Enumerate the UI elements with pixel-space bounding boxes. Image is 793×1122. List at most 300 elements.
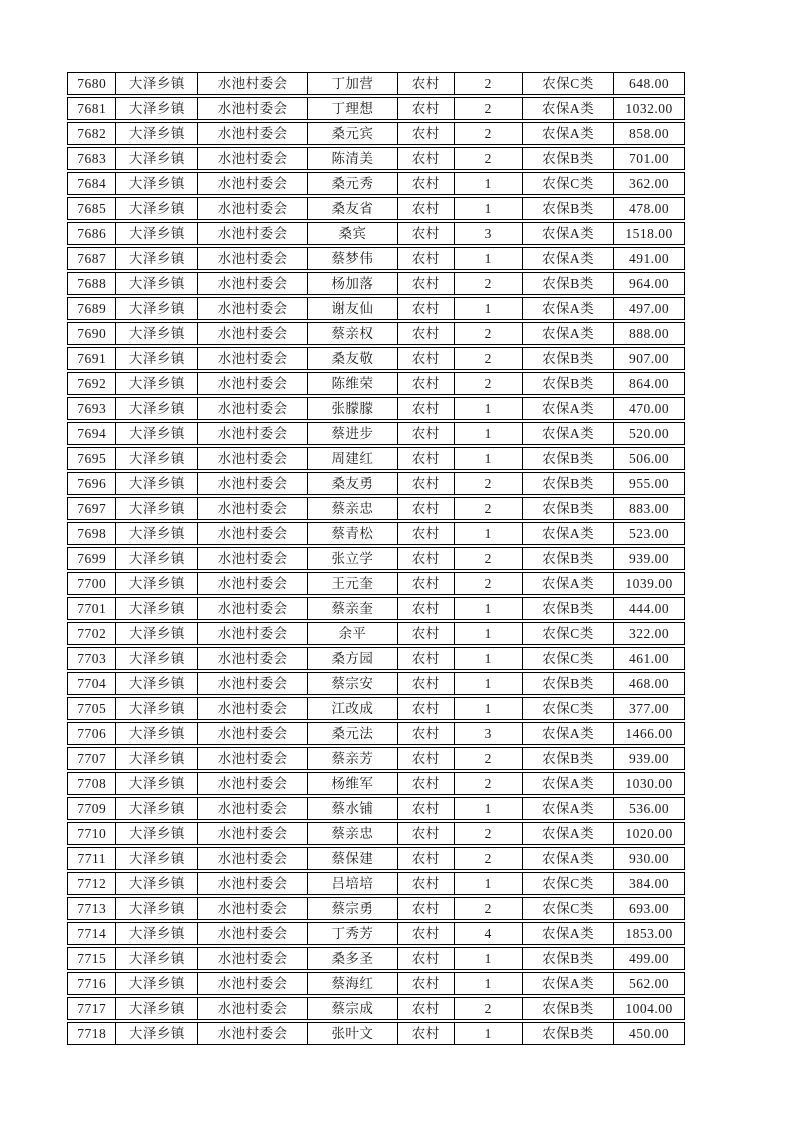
cell-residence_type: 农村 [397, 848, 454, 869]
cell-name: 蔡亲奎 [307, 598, 397, 619]
table-row [67, 872, 685, 895]
table-row [67, 197, 685, 220]
table-row [67, 497, 685, 520]
cell-person_count: 2 [454, 473, 522, 494]
table-row [67, 97, 685, 120]
cell-insurance_category: 农保B类 [522, 373, 613, 394]
cell-person_count: 2 [454, 823, 522, 844]
table-row [67, 922, 685, 945]
cell-village_committee: 水池村委会 [197, 398, 307, 419]
cell-name: 蔡进步 [307, 423, 397, 444]
cell-insurance_category: 农保B类 [522, 148, 613, 169]
table-row [67, 672, 685, 695]
cell-insurance_category: 农保B类 [522, 548, 613, 569]
cell-amount: 888.00 [613, 323, 684, 344]
cell-insurance_category: 农保A类 [522, 848, 613, 869]
cell-name: 蔡宗勇 [307, 898, 397, 919]
cell-insurance_category: 农保B类 [522, 598, 613, 619]
cell-serial_no: 7680 [77, 76, 107, 91]
cell-village_committee: 水池村委会 [197, 973, 307, 994]
cell-insurance_category: 农保A类 [522, 573, 613, 594]
cell-person_count: 3 [454, 223, 522, 244]
cell-residence_type: 农村 [397, 823, 454, 844]
cell-person_count: 2 [454, 898, 522, 919]
cell-name: 陈维荣 [307, 373, 397, 394]
cell-residence_type: 农村 [397, 798, 454, 819]
cell-amount: 461.00 [613, 648, 684, 669]
table-row [67, 847, 685, 870]
cell-village_committee: 水池村委会 [197, 423, 307, 444]
cell-town: 大泽乡镇 [115, 598, 197, 619]
cell-village_committee: 水池村委会 [197, 773, 307, 794]
cell-name: 桑宾 [307, 223, 397, 244]
cell-village_committee: 水池村委会 [197, 248, 307, 269]
cell-person_count: 2 [454, 123, 522, 144]
table-row [67, 697, 685, 720]
cell-residence_type: 农村 [397, 323, 454, 344]
cell-serial_no: 7687 [77, 251, 107, 266]
cell-person_count: 3 [454, 723, 522, 744]
cell-name: 周建红 [307, 448, 397, 469]
cell-town: 大泽乡镇 [115, 823, 197, 844]
cell-village_committee: 水池村委会 [197, 873, 307, 894]
cell-name: 吕培培 [307, 873, 397, 894]
cell-insurance_category: 农保C类 [522, 73, 613, 94]
cell-name: 蔡亲芳 [307, 748, 397, 769]
cell-village_committee: 水池村委会 [197, 473, 307, 494]
cell-person_count: 1 [454, 423, 522, 444]
cell-insurance_category: 农保A类 [522, 223, 613, 244]
cell-residence_type: 农村 [397, 898, 454, 919]
cell-town: 大泽乡镇 [115, 723, 197, 744]
cell-town: 大泽乡镇 [115, 73, 197, 94]
cell-name: 桑友勇 [307, 473, 397, 494]
cell-name: 蔡宗安 [307, 673, 397, 694]
cell-person_count: 2 [454, 498, 522, 519]
cell-town: 大泽乡镇 [115, 348, 197, 369]
cell-town: 大泽乡镇 [115, 523, 197, 544]
cell-town: 大泽乡镇 [115, 273, 197, 294]
cell-serial_no: 7703 [77, 651, 107, 666]
cell-village_committee: 水池村委会 [197, 223, 307, 244]
cell-serial_no: 7708 [77, 776, 107, 791]
cell-town: 大泽乡镇 [115, 623, 197, 644]
cell-town: 大泽乡镇 [115, 923, 197, 944]
cell-town: 大泽乡镇 [115, 648, 197, 669]
table-row [67, 222, 685, 245]
cell-serial_no: 7695 [77, 451, 107, 466]
cell-town: 大泽乡镇 [115, 873, 197, 894]
table-row [67, 397, 685, 420]
cell-town: 大泽乡镇 [115, 798, 197, 819]
cell-village_committee: 水池村委会 [197, 123, 307, 144]
cell-person_count: 2 [454, 373, 522, 394]
cell-amount: 362.00 [613, 173, 684, 194]
cell-residence_type: 农村 [397, 648, 454, 669]
cell-town: 大泽乡镇 [115, 898, 197, 919]
cell-residence_type: 农村 [397, 473, 454, 494]
cell-serial_no: 7693 [77, 401, 107, 416]
cell-town: 大泽乡镇 [115, 398, 197, 419]
cell-amount: 470.00 [613, 398, 684, 419]
cell-town: 大泽乡镇 [115, 548, 197, 569]
cell-amount: 444.00 [613, 598, 684, 619]
cell-serial_no: 7681 [77, 101, 107, 116]
cell-village_committee: 水池村委会 [197, 523, 307, 544]
cell-village_committee: 水池村委会 [197, 698, 307, 719]
cell-town: 大泽乡镇 [115, 948, 197, 969]
cell-residence_type: 农村 [397, 973, 454, 994]
cell-serial_no: 7689 [77, 301, 107, 316]
cell-serial_no: 7690 [77, 326, 107, 341]
cell-insurance_category: 农保A类 [522, 723, 613, 744]
table-row [67, 147, 685, 170]
cell-amount: 506.00 [613, 448, 684, 469]
cell-serial_no: 7701 [77, 601, 107, 616]
cell-village_committee: 水池村委会 [197, 648, 307, 669]
cell-amount: 478.00 [613, 198, 684, 219]
cell-amount: 377.00 [613, 698, 684, 719]
cell-village_committee: 水池村委会 [197, 323, 307, 344]
cell-insurance_category: 农保A类 [522, 523, 613, 544]
cell-town: 大泽乡镇 [115, 473, 197, 494]
cell-residence_type: 农村 [397, 123, 454, 144]
cell-amount: 322.00 [613, 623, 684, 644]
cell-person_count: 2 [454, 73, 522, 94]
cell-person_count: 1 [454, 673, 522, 694]
cell-insurance_category: 农保B类 [522, 198, 613, 219]
cell-residence_type: 农村 [397, 623, 454, 644]
table-row [67, 122, 685, 145]
cell-residence_type: 农村 [397, 998, 454, 1019]
cell-person_count: 1 [454, 173, 522, 194]
cell-town: 大泽乡镇 [115, 848, 197, 869]
cell-village_committee: 水池村委会 [197, 273, 307, 294]
cell-amount: 858.00 [613, 123, 684, 144]
cell-residence_type: 农村 [397, 748, 454, 769]
cell-person_count: 1 [454, 198, 522, 219]
cell-village_committee: 水池村委会 [197, 848, 307, 869]
table-row [67, 447, 685, 470]
cell-village_committee: 水池村委会 [197, 548, 307, 569]
cell-serial_no: 7697 [77, 501, 107, 516]
cell-serial_no: 7712 [77, 876, 107, 891]
cell-amount: 693.00 [613, 898, 684, 919]
cell-amount: 499.00 [613, 948, 684, 969]
cell-village_committee: 水池村委会 [197, 73, 307, 94]
cell-name: 蔡保建 [307, 848, 397, 869]
cell-amount: 1853.00 [613, 923, 684, 944]
cell-residence_type: 农村 [397, 398, 454, 419]
cell-name: 蔡亲忠 [307, 498, 397, 519]
cell-name: 蔡梦伟 [307, 248, 397, 269]
cell-name: 桑友敬 [307, 348, 397, 369]
cell-name: 桑友省 [307, 198, 397, 219]
cell-village_committee: 水池村委会 [197, 798, 307, 819]
cell-person_count: 1 [454, 648, 522, 669]
cell-amount: 930.00 [613, 848, 684, 869]
cell-serial_no: 7718 [77, 1026, 107, 1041]
cell-name: 桑元宾 [307, 123, 397, 144]
cell-village_committee: 水池村委会 [197, 948, 307, 969]
cell-town: 大泽乡镇 [115, 223, 197, 244]
cell-amount: 864.00 [613, 373, 684, 394]
cell-serial_no: 7688 [77, 276, 107, 291]
cell-village_committee: 水池村委会 [197, 673, 307, 694]
cell-residence_type: 农村 [397, 273, 454, 294]
cell-town: 大泽乡镇 [115, 673, 197, 694]
cell-amount: 907.00 [613, 348, 684, 369]
cell-person_count: 1 [454, 248, 522, 269]
cell-residence_type: 农村 [397, 198, 454, 219]
table-row [67, 597, 685, 620]
cell-town: 大泽乡镇 [115, 248, 197, 269]
cell-residence_type: 农村 [397, 573, 454, 594]
cell-person_count: 1 [454, 698, 522, 719]
cell-serial_no: 7714 [77, 926, 107, 941]
cell-name: 蔡水铺 [307, 798, 397, 819]
cell-insurance_category: 农保A类 [522, 823, 613, 844]
cell-insurance_category: 农保C类 [522, 898, 613, 919]
table-row [67, 947, 685, 970]
cell-village_committee: 水池村委会 [197, 498, 307, 519]
cell-amount: 1466.00 [613, 723, 684, 744]
table-row [67, 247, 685, 270]
cell-name: 杨加落 [307, 273, 397, 294]
cell-name: 丁理想 [307, 98, 397, 119]
cell-town: 大泽乡镇 [115, 323, 197, 344]
table-row [67, 347, 685, 370]
cell-serial_no: 7692 [77, 376, 107, 391]
cell-village_committee: 水池村委会 [197, 748, 307, 769]
cell-serial_no: 7684 [77, 176, 107, 191]
table-row [67, 747, 685, 770]
cell-name: 杨维军 [307, 773, 397, 794]
cell-amount: 536.00 [613, 798, 684, 819]
table-row [67, 172, 685, 195]
cell-serial_no: 7683 [77, 151, 107, 166]
cell-insurance_category: 农保B类 [522, 948, 613, 969]
cell-town: 大泽乡镇 [115, 198, 197, 219]
cell-person_count: 1 [454, 598, 522, 619]
cell-town: 大泽乡镇 [115, 998, 197, 1019]
cell-residence_type: 农村 [397, 173, 454, 194]
cell-town: 大泽乡镇 [115, 573, 197, 594]
cell-person_count: 2 [454, 998, 522, 1019]
cell-amount: 939.00 [613, 748, 684, 769]
cell-person_count: 2 [454, 273, 522, 294]
cell-name: 蔡亲忠 [307, 823, 397, 844]
cell-residence_type: 农村 [397, 148, 454, 169]
cell-serial_no: 7698 [77, 526, 107, 541]
cell-village_committee: 水池村委会 [197, 373, 307, 394]
table-row [67, 797, 685, 820]
cell-village_committee: 水池村委会 [197, 923, 307, 944]
cell-insurance_category: 农保A类 [522, 323, 613, 344]
cell-village_committee: 水池村委会 [197, 1023, 307, 1044]
cell-person_count: 2 [454, 573, 522, 594]
cell-name: 谢友仙 [307, 298, 397, 319]
cell-town: 大泽乡镇 [115, 98, 197, 119]
cell-amount: 450.00 [613, 1023, 684, 1044]
cell-residence_type: 农村 [397, 548, 454, 569]
cell-insurance_category: 农保C类 [522, 873, 613, 894]
cell-serial_no: 7715 [77, 951, 107, 966]
cell-residence_type: 农村 [397, 498, 454, 519]
cell-person_count: 2 [454, 148, 522, 169]
cell-town: 大泽乡镇 [115, 123, 197, 144]
cell-town: 大泽乡镇 [115, 448, 197, 469]
cell-insurance_category: 农保C类 [522, 173, 613, 194]
cell-serial_no: 7709 [77, 801, 107, 816]
cell-town: 大泽乡镇 [115, 748, 197, 769]
cell-village_committee: 水池村委会 [197, 173, 307, 194]
cell-name: 桑元法 [307, 723, 397, 744]
cell-person_count: 1 [454, 873, 522, 894]
cell-residence_type: 农村 [397, 1023, 454, 1044]
table-row [67, 972, 685, 995]
cell-amount: 939.00 [613, 548, 684, 569]
cell-amount: 883.00 [613, 498, 684, 519]
cell-person_count: 1 [454, 448, 522, 469]
cell-village_committee: 水池村委会 [197, 448, 307, 469]
cell-village_committee: 水池村委会 [197, 348, 307, 369]
cell-town: 大泽乡镇 [115, 298, 197, 319]
cell-person_count: 1 [454, 398, 522, 419]
cell-insurance_category: 农保B类 [522, 998, 613, 1019]
cell-insurance_category: 农保B类 [522, 748, 613, 769]
cell-person_count: 1 [454, 523, 522, 544]
cell-serial_no: 7704 [77, 676, 107, 691]
cell-amount: 497.00 [613, 298, 684, 319]
cell-village_committee: 水池村委会 [197, 573, 307, 594]
cell-name: 张朦朦 [307, 398, 397, 419]
table-row [67, 897, 685, 920]
cell-residence_type: 农村 [397, 598, 454, 619]
table-row [67, 622, 685, 645]
cell-insurance_category: 农保A类 [522, 98, 613, 119]
cell-name: 蔡青松 [307, 523, 397, 544]
cell-person_count: 2 [454, 348, 522, 369]
cell-name: 张叶文 [307, 1023, 397, 1044]
cell-amount: 1030.00 [613, 773, 684, 794]
cell-insurance_category: 农保B类 [522, 448, 613, 469]
cell-village_committee: 水池村委会 [197, 998, 307, 1019]
cell-person_count: 1 [454, 798, 522, 819]
cell-name: 桑多圣 [307, 948, 397, 969]
cell-serial_no: 7685 [77, 201, 107, 216]
cell-village_committee: 水池村委会 [197, 598, 307, 619]
table-row [67, 1022, 685, 1045]
cell-residence_type: 农村 [397, 223, 454, 244]
cell-insurance_category: 农保A类 [522, 248, 613, 269]
cell-name: 张立学 [307, 548, 397, 569]
cell-village_committee: 水池村委会 [197, 298, 307, 319]
cell-town: 大泽乡镇 [115, 498, 197, 519]
cell-town: 大泽乡镇 [115, 173, 197, 194]
table-row [67, 272, 685, 295]
cell-residence_type: 农村 [397, 698, 454, 719]
cell-residence_type: 农村 [397, 348, 454, 369]
cell-serial_no: 7682 [77, 126, 107, 141]
cell-name: 王元奎 [307, 573, 397, 594]
cell-amount: 1518.00 [613, 223, 684, 244]
cell-serial_no: 7706 [77, 726, 107, 741]
cell-amount: 964.00 [613, 273, 684, 294]
cell-amount: 1020.00 [613, 823, 684, 844]
cell-town: 大泽乡镇 [115, 698, 197, 719]
cell-insurance_category: 农保B类 [522, 273, 613, 294]
cell-person_count: 1 [454, 973, 522, 994]
cell-serial_no: 7710 [77, 826, 107, 841]
cell-residence_type: 农村 [397, 523, 454, 544]
cell-serial_no: 7716 [77, 976, 107, 991]
cell-person_count: 1 [454, 298, 522, 319]
cell-serial_no: 7705 [77, 701, 107, 716]
cell-serial_no: 7686 [77, 226, 107, 241]
cell-residence_type: 农村 [397, 298, 454, 319]
cell-residence_type: 农村 [397, 948, 454, 969]
cell-amount: 648.00 [613, 73, 684, 94]
cell-serial_no: 7694 [77, 426, 107, 441]
cell-insurance_category: 农保A类 [522, 798, 613, 819]
cell-name: 桑方园 [307, 648, 397, 669]
cell-residence_type: 农村 [397, 98, 454, 119]
cell-insurance_category: 农保A类 [522, 123, 613, 144]
cell-serial_no: 7696 [77, 476, 107, 491]
cell-amount: 523.00 [613, 523, 684, 544]
cell-insurance_category: 农保A类 [522, 773, 613, 794]
cell-residence_type: 农村 [397, 448, 454, 469]
cell-residence_type: 农村 [397, 423, 454, 444]
cell-insurance_category: 农保A类 [522, 398, 613, 419]
table-row [67, 297, 685, 320]
cell-serial_no: 7711 [77, 851, 106, 866]
cell-village_committee: 水池村委会 [197, 623, 307, 644]
cell-name: 蔡宗成 [307, 998, 397, 1019]
table-row [67, 572, 685, 595]
cell-insurance_category: 农保B类 [522, 498, 613, 519]
table-row [67, 372, 685, 395]
cell-insurance_category: 农保B类 [522, 473, 613, 494]
cell-name: 丁加营 [307, 73, 397, 94]
table-row [67, 722, 685, 745]
cell-person_count: 1 [454, 1023, 522, 1044]
cell-insurance_category: 农保A类 [522, 973, 613, 994]
table-row [67, 772, 685, 795]
table-row [67, 547, 685, 570]
cell-amount: 491.00 [613, 248, 684, 269]
cell-residence_type: 农村 [397, 673, 454, 694]
cell-person_count: 2 [454, 748, 522, 769]
cell-person_count: 2 [454, 323, 522, 344]
cell-amount: 955.00 [613, 473, 684, 494]
table-row [67, 522, 685, 545]
cell-village_committee: 水池村委会 [197, 823, 307, 844]
cell-insurance_category: 农保C类 [522, 698, 613, 719]
cell-amount: 1032.00 [613, 98, 684, 119]
cell-serial_no: 7699 [77, 551, 107, 566]
cell-person_count: 2 [454, 773, 522, 794]
insurance-record-table [67, 72, 685, 1045]
cell-amount: 468.00 [613, 673, 684, 694]
cell-residence_type: 农村 [397, 923, 454, 944]
cell-insurance_category: 农保A类 [522, 298, 613, 319]
cell-name: 蔡亲权 [307, 323, 397, 344]
table-row [67, 72, 685, 95]
cell-town: 大泽乡镇 [115, 973, 197, 994]
cell-insurance_category: 农保C类 [522, 648, 613, 669]
